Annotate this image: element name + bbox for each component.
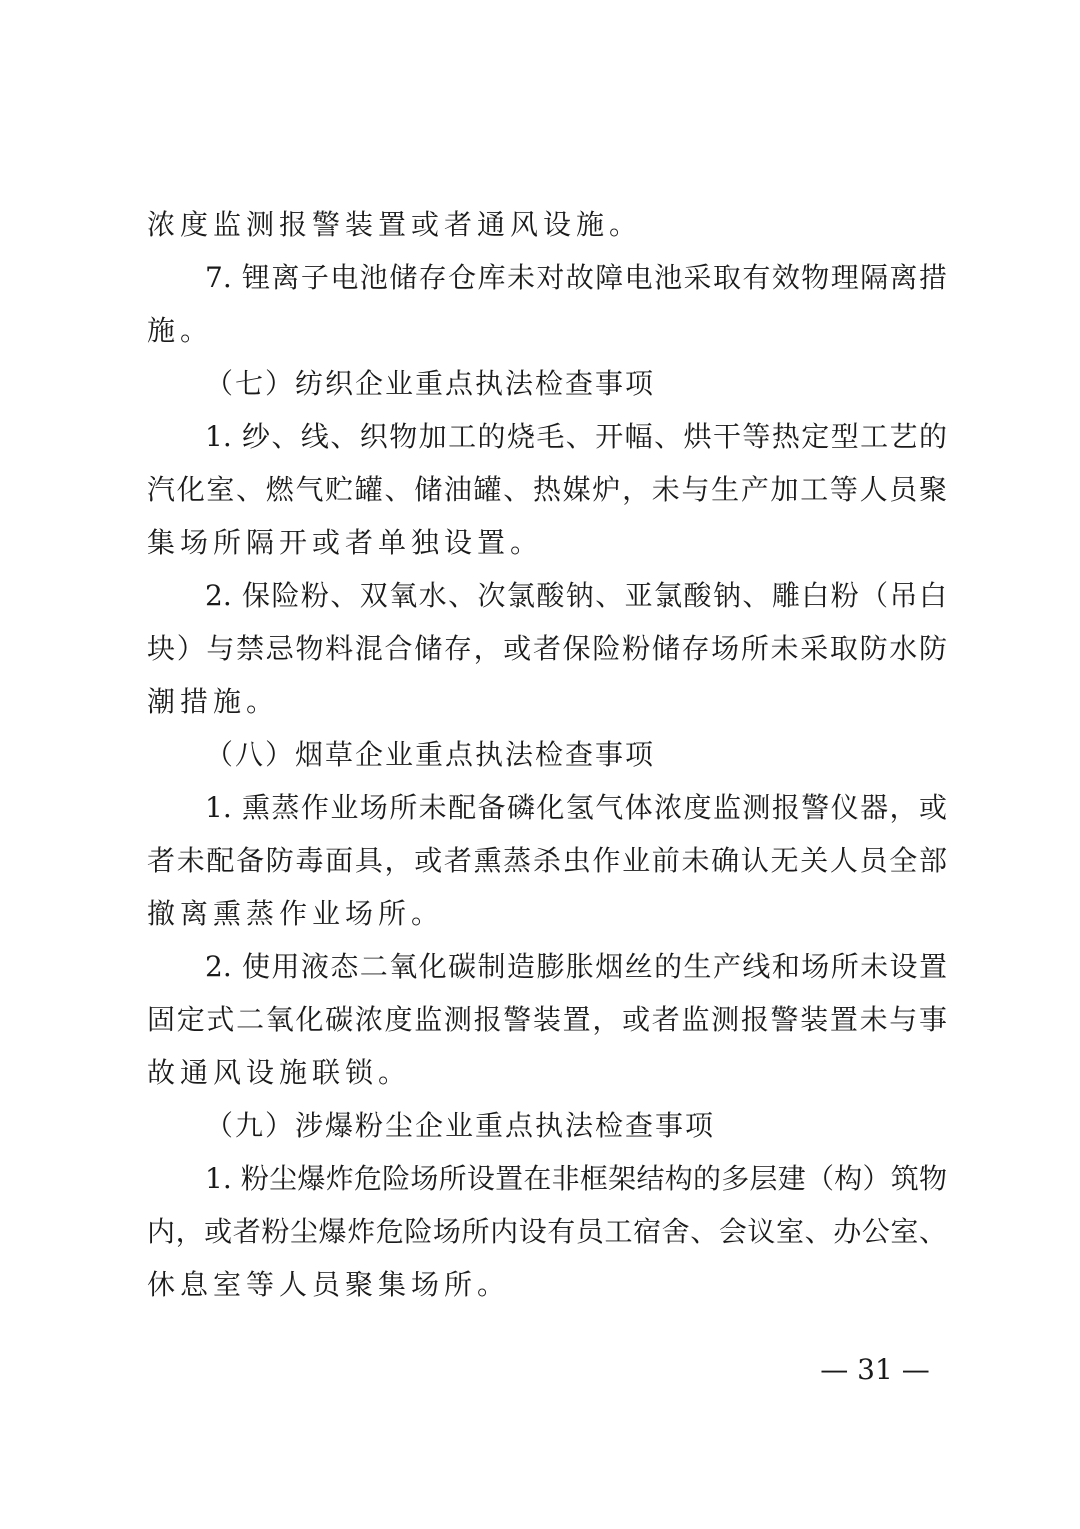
tobacco-item-1-line-2: 者未配备防毒面具，或者熏蒸杀虫作业前未确认无关人员全部	[147, 844, 947, 877]
dust-item-1-line-1: 1. 粉尘爆炸危险场所设置在非框架结构的多层建（构）筑物	[205, 1162, 947, 1195]
textile-item-2-line-1: 2. 保险粉、双氧水、次氯酸钠、亚氯酸钠、雕白粉（吊白	[205, 579, 947, 612]
dust-item-1-line-2: 内，或者粉尘爆炸危险场所内设有员工宿舍、会议室、办公室、	[147, 1215, 947, 1248]
tobacco-item-1-line-3: 撤离熏蒸作业场所。	[147, 897, 445, 930]
textile-item-1-line-2: 汽化室、燃气贮罐、储油罐、热媒炉，未与生产加工等人员聚	[147, 473, 947, 506]
section-heading-tobacco: （八）烟草企业重点执法检查事项	[205, 738, 656, 771]
dust-item-1-line-3: 休息室等人员聚集场所。	[147, 1268, 511, 1301]
textile-item-2-line-3: 潮措施。	[147, 685, 280, 718]
tobacco-item-1-line-1: 1. 熏蒸作业场所未配备磷化氢气体浓度监测报警仪器，或	[205, 791, 947, 824]
section-heading-dust: （九）涉爆粉尘企业重点执法检查事项	[205, 1109, 716, 1142]
item-7-line-1: 7. 锂离子电池储存仓库未对故障电池采取有效物理隔离措	[205, 261, 947, 294]
document-body	[147, 198, 947, 1311]
page-number: — 31 —	[820, 1353, 930, 1386]
textile-item-1-line-1: 1. 纱、线、织物加工的烧毛、开幅、烘干等热定型工艺的	[205, 420, 947, 453]
item-7-line-2: 施。	[147, 314, 214, 347]
textile-item-2-line-2: 块）与禁忌物料混合储存，或者保险粉储存场所未采取防水防	[147, 632, 947, 665]
body-line-continuation: 浓度监测报警装置或者通风设施。	[147, 208, 643, 241]
textile-item-1-line-3: 集场所隔开或者单独设置。	[147, 526, 544, 559]
tobacco-item-2-line-2: 固定式二氧化碳浓度监测报警装置，或者监测报警装置未与事	[147, 1003, 947, 1036]
tobacco-item-2-line-1: 2. 使用液态二氧化碳制造膨胀烟丝的生产线和场所未设置	[205, 950, 947, 983]
section-heading-textile: （七）纺织企业重点执法检查事项	[205, 367, 656, 400]
tobacco-item-2-line-3: 故通风设施联锁。	[147, 1056, 412, 1089]
